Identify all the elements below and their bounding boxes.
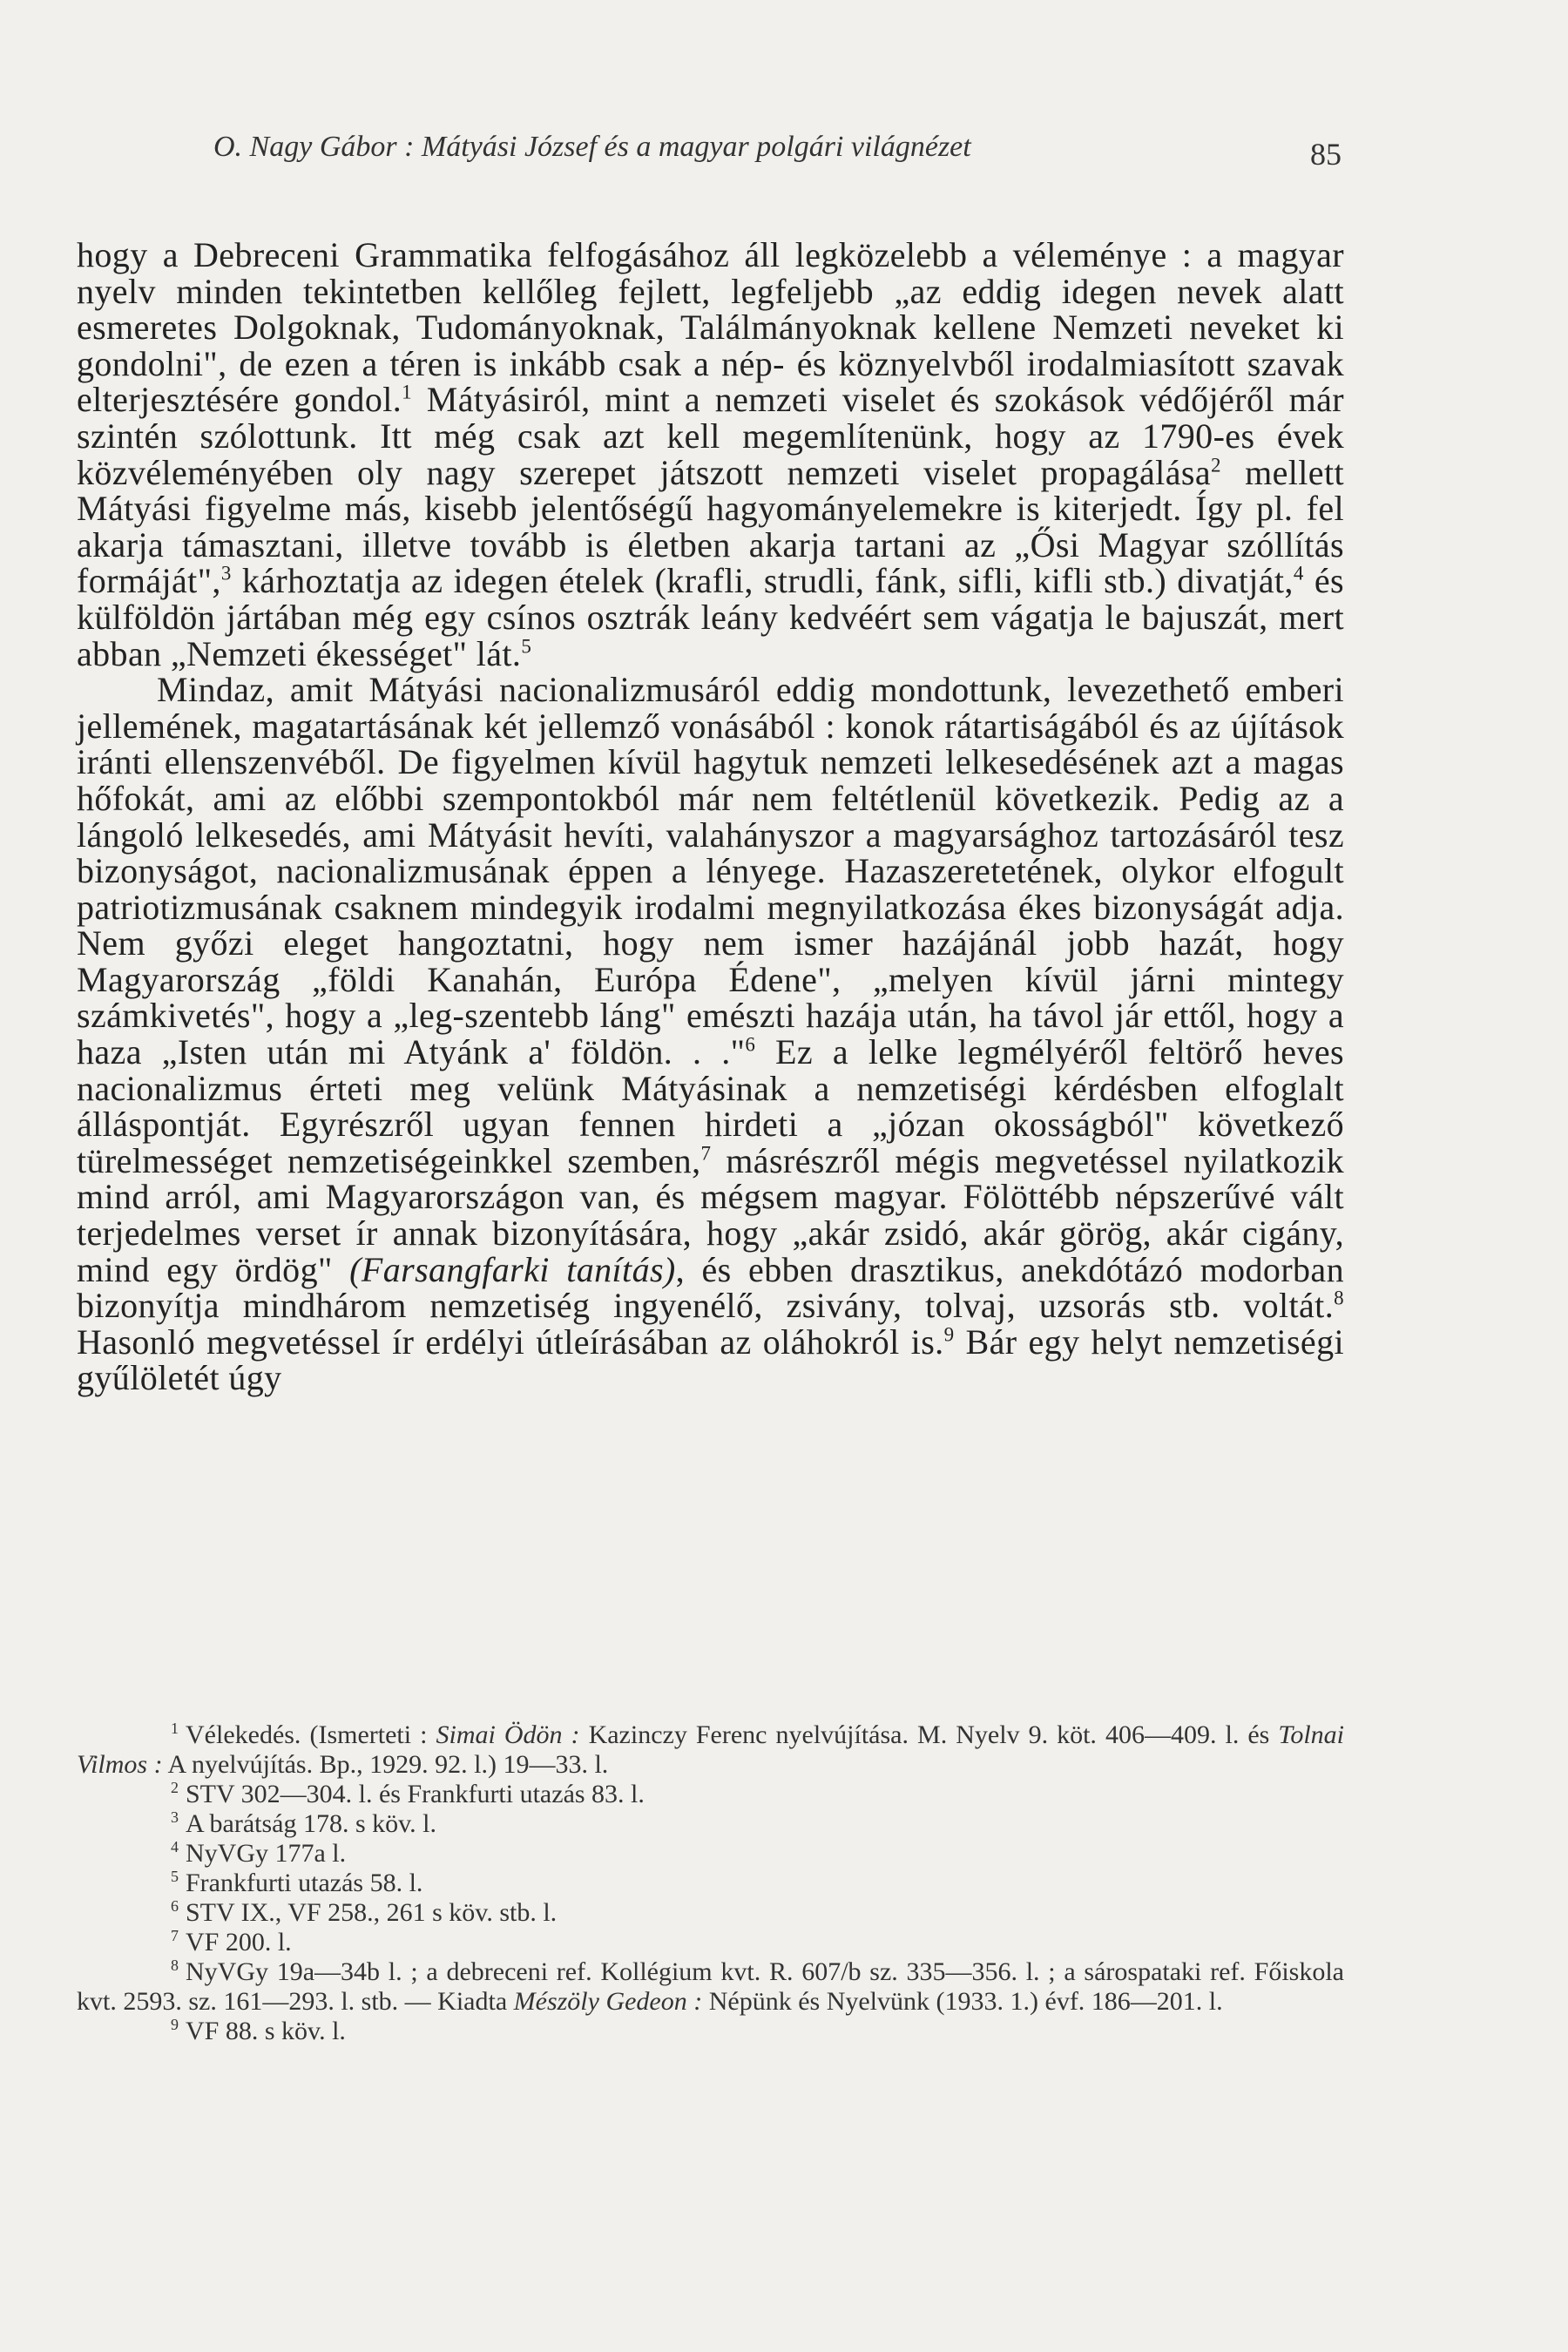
footnote-ref: 9: [943, 1323, 955, 1346]
text-run: A nyelvújítás. Bp., 1929. 92. l.) 19—33. l.: [162, 1750, 609, 1779]
italic-text: Simai Ödön :: [436, 1720, 580, 1749]
footnote-number: 7: [171, 1927, 179, 1944]
text-run: kárhoztatja az idegen ételek (krafli, strudli, fánk, sifli, kifli stb.) divatját,: [231, 561, 1294, 601]
text-run: , és ebben drasztikus, anekdótázó modorban bizonyítja mindhárom nemzetiség ingyenélő, zsivány, tolvaj, uzsorás stb. voltát.: [77, 1249, 1344, 1326]
text-run: mellett Mátyási figyelme más, kisebb jelentőségű hagyományelemekre is kiterjedt. Így pl. fel akarja támasztani, illetve tovább is életben akarja tartani az „Ősi Magyar szóllítás formáját",: [77, 452, 1344, 601]
text-run: Kazinczy Ferenc nyelvújítása. M. Nyelv 9. köt. 406—409. l. és: [579, 1720, 1279, 1749]
page-number: 85: [1310, 137, 1342, 172]
text-run: VF 200. l.: [186, 1928, 292, 1957]
text-run: VF 88. s köv. l.: [186, 2017, 346, 2045]
text-run: Ez a lelke legmélyéről feltörő heves nacionalizmus érteti meg velünk Mátyásinak a nemzetiségi kérdésben elfoglalt álláspontját. Egyrészről ugyan fennen hirdeti a „józan okosságból" következő türelmességet nemzetiségeinkkel szemben,: [77, 1032, 1344, 1180]
text-run: A barátság 178. s köv. l.: [186, 1809, 437, 1838]
text-run: STV IX., VF 258., 261 s köv. stb. l.: [186, 1898, 558, 1927]
paragraph: [77, 237, 1344, 672]
paragraph: [77, 672, 1344, 1396]
footnote: [77, 1780, 1344, 1809]
text-run: STV 302—304. l. és Frankfurti utazás 83. l.: [186, 1780, 645, 1808]
text-run: Hasonló megvetéssel ír erdélyi útleírásában az oláhokról is.: [77, 1321, 944, 1362]
text-run: hogy a Debreceni Grammatika felfogásához áll legközelebb a véleménye : a magyar nyelv minden tekintetben kellőleg fejlett, legfeljebb „az eddig idegen nevek alatt esmeretes Dolgoknak, Tudományoknak, Találmányoknak kellene Nemzeti neveket ki gondolni", de ezen a téren is inkább csak a nép- és köznyelvből irodalmiasított szavak elterjesztésére gondol.: [77, 235, 1344, 420]
footnote-ref: 7: [700, 1142, 712, 1165]
text-run: Frankfurti utazás 58. l.: [186, 1869, 423, 1897]
running-title: O. Nagy Gábor : Mátyási József és a magyar polgári világnézet: [213, 131, 971, 163]
footnote: [77, 1957, 1344, 2017]
text-run: NyVGy 177a l.: [186, 1839, 347, 1868]
footnote-ref: 3: [220, 563, 232, 585]
footnote-number: 6: [171, 1897, 179, 1915]
footnote-number: 1: [171, 1720, 179, 1737]
footnote-number: 9: [171, 2016, 179, 2033]
footnote-number: 8: [171, 1957, 179, 1974]
footnote-ref: 2: [1210, 454, 1221, 476]
text-run: Mindaz, amit Mátyási nacionalizmusáról eddig mondottunk, levezethető emberi jellemének, magatartásának két jellemző vonásából : konok rátartiságából és az újítások iránti ellenszenvéből. De figyelmen kívül hagytuk nemzeti lelkesedésének azt a magas hőfokát, ami az előbbi szempontokból már nem feltétlenül következik. Pedig az a lángoló lelkesedés, ami Mátyásit hevíti, valahányszor a magyarsághoz tartozásáról tesz bizonyságot, nacionalizmusának éppen a lényege. Hazaszeretetének, olykor elfogult patriotizmusának csaknem mindegyik irodalmi megnyilatkozása ékes bizonyságát adja. Nem győzi eleget hangoztatni, hogy nem ismer hazájánál jobb hazát, hogy Magyarország „földi Kanahán, Európa Édene", „melyen kívül járni mintegy számkivetés", hogy a „leg-szentebb láng" emészti hazája után, ha távol jár ettől, hogy a haza „Isten után mi Atyánk a' földön. . .": [77, 670, 1344, 1072]
footnote-ref: 1: [402, 382, 413, 404]
footnote: [77, 1720, 1344, 1780]
footnote: [77, 2017, 1344, 2046]
body-text: [77, 237, 1344, 1396]
footnote: [77, 1869, 1344, 1898]
footnote: [77, 1839, 1344, 1869]
footnote-ref: 6: [745, 1033, 756, 1056]
text-run: és külföldön jártában még egy csínos osztrák leány kedvéért sem vágatja le bajuszát, mert abban „Nemzeti ékességet" lát.: [77, 561, 1344, 673]
text-run: másrészről mégis megvetéssel nyilatkozik mind arról, ami Magyarországon van, és mégsem magyar. Fölöttébb népszerűvé vált terjedelmes verset ír annak bizonyítására, hogy „akár zsidó, akár görög, akár cigány, mind egy ördög": [77, 1140, 1344, 1289]
text-run: Vélekedés. (Ismerteti :: [186, 1720, 436, 1749]
footnote-number: 2: [171, 1779, 179, 1796]
italic-text: (Farsangfarki tanítás): [349, 1249, 676, 1289]
text-run: Bár egy helyt nemzetiségi gyűlöletét úgy: [77, 1321, 1344, 1398]
footnote-ref: 4: [1293, 563, 1304, 585]
footnote: [77, 1898, 1344, 1928]
footnote-ref: 8: [1334, 1287, 1344, 1309]
footnote: [77, 1809, 1344, 1839]
footnote: [77, 1928, 1344, 1957]
text-run: Népünk és Nyelvünk (1933. 1.) évf. 186—201. l.: [702, 1987, 1223, 2016]
footnote-number: 4: [171, 1838, 179, 1855]
text-run: NyVGy 19a—34b l. ; a debreceni ref. Kollégium kvt. R. 607/b sz. 335—356. l. ; a sárospataki ref. Főiskola kvt. 2593. sz. 161—293. l. stb. — Kiadta: [77, 1957, 1344, 2016]
footnotes: [77, 1720, 1344, 2046]
running-header: [213, 131, 1342, 172]
footnote-number: 5: [171, 1868, 179, 1885]
footnote-number: 3: [171, 1808, 179, 1826]
italic-text: Mészöly Gedeon :: [513, 1987, 703, 2016]
text-run: Mátyásiról, mint a nemzeti viselet és szokások védőjéről már szintén szólottunk. Itt még csak azt kell megemlítenünk, hogy az 1790-es évek közvéleményében oly nagy szerepet játszott nemzeti viselet propagálása: [77, 380, 1345, 492]
footnote-ref: 5: [521, 635, 532, 658]
italic-text: Tolnai Vilmos :: [77, 1720, 1344, 1779]
